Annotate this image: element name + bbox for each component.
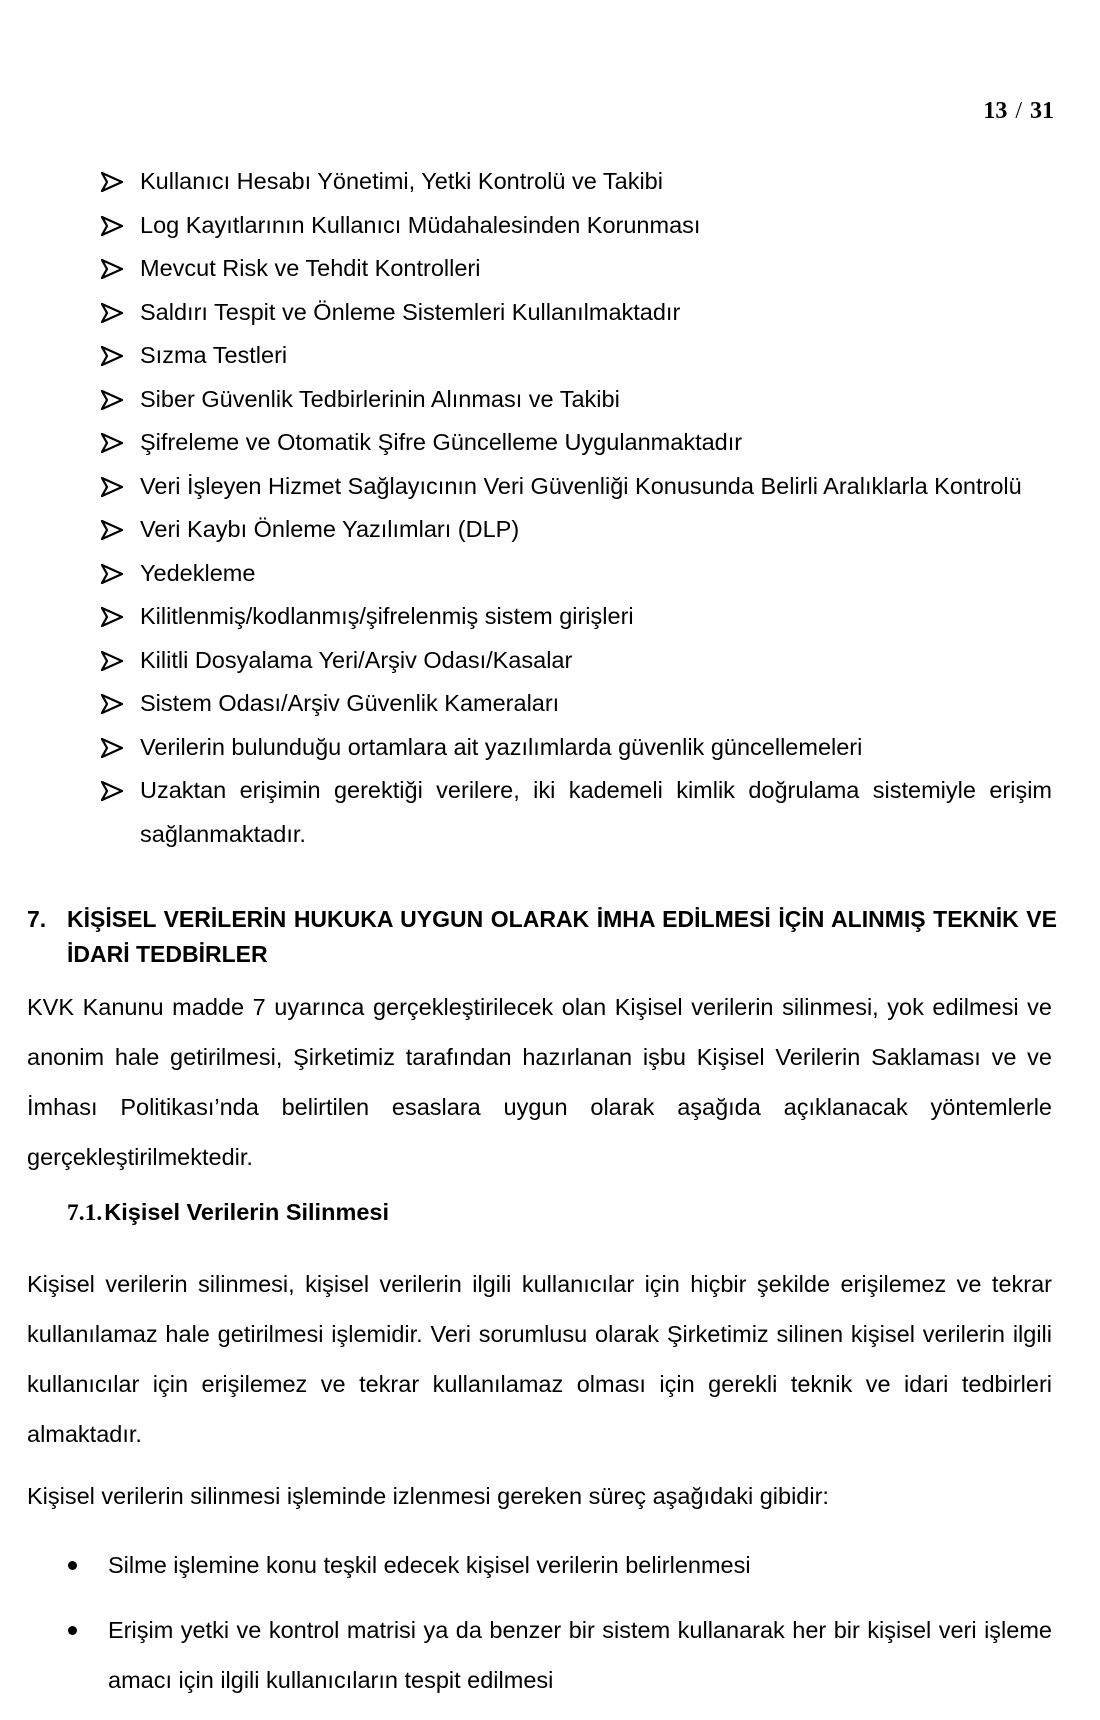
list-item-text: Log Kayıtlarının Kullanıcı Müdahalesinden Korunması — [140, 211, 701, 238]
list-item-text: Veri Kaybı Önleme Yazılımları (DLP) — [140, 516, 520, 542]
list-item — [0, 247, 1100, 291]
list-item-text: Yedekleme — [140, 559, 256, 586]
body-paragraph: Kişisel verilerin silinmesi, kişisel verilerin ilgili kullanıcılar için hiçbir şekilde erişilemez ve tekrar kullanılamaz hale getirilmesi işlemidir. Veri sorumlusu olarak Şirketimiz silinen kişisel verilerin ilgili kullanıcılar için erişilemez ve tekrar kullanılamaz olması için gerekli teknik ve idari tedbirleri almaktadır. — [27, 1271, 1052, 1447]
list-item — [0, 421, 1100, 465]
list-item — [0, 508, 1100, 552]
list-item-text: Uzaktan erişimin gerektiği verilere, iki kademeli kimlik doğrulama sistemiyle erişim sağlanmaktadır. — [140, 777, 1052, 847]
list-item — [0, 291, 1100, 335]
subsection-title: Kişisel Verilerin Silinmesi — [104, 1199, 390, 1225]
page-number-total: 31 — [1030, 98, 1054, 124]
section-title: KİŞİSEL VERİLERİN HUKUKA UYGUN OLARAK İMHA EDİLMESİ İÇİN ALINMIŞ TEKNİK VE İDARİ TEDBİRLER — [67, 906, 1057, 967]
list-item — [0, 334, 1100, 378]
arrow-bullet-icon — [101, 769, 123, 813]
arrow-bullet-icon — [101, 160, 123, 204]
list-item-text: Sızma Testleri — [140, 342, 288, 368]
subsection-heading — [67, 1199, 389, 1227]
arrow-bullet-icon — [101, 378, 123, 422]
list-item — [0, 552, 1100, 596]
arrow-bullet-icon — [101, 465, 123, 509]
arrow-bullet-icon — [101, 595, 123, 639]
list-item — [0, 639, 1100, 683]
list-item-text: Sistem Odası/Arşiv Güvenlik Kameraları — [140, 690, 560, 716]
list-item — [0, 726, 1100, 770]
arrow-bullet-icon — [101, 247, 123, 291]
arrow-bullet-icon — [101, 552, 123, 596]
list-item-text: Saldırı Tespit ve Önleme Sistemleri Kullanılmaktadır — [140, 298, 681, 325]
arrow-bullet-icon — [101, 291, 123, 335]
arrow-bullet-icon — [101, 726, 123, 770]
list-item — [0, 465, 1100, 509]
arrow-bullet-icon — [101, 334, 123, 378]
section-intro-paragraph: KVK Kanunu madde 7 uyarınca gerçekleştirilecek olan Kişisel verilerin silinmesi, yok edilmesi ve anonim hale getirilmesi, Şirketimiz tarafından hazırlanan işbu Kişisel Verilerin Saklaması ve ve İmhası Politikası’nda belirtilen esaslara uygun olarak aşağıda açıklanacak yöntemlerle gerçekleştirilmektedir. — [27, 994, 1052, 1170]
list-item-text: Erişim yetki ve kontrol matrisi ya da benzer bir sistem kullanarak her bir kişisel veri işleme amacı için ilgili kullanıcıların tespit edilmesi — [108, 1617, 1052, 1693]
list-item — [0, 595, 1100, 639]
list-item — [0, 1540, 1100, 1590]
list-item — [0, 204, 1100, 248]
list-item-text: Mevcut Risk ve Tehdit Kontrolleri — [140, 255, 481, 281]
page-number — [983, 98, 1054, 125]
page-number-separator: / — [1015, 98, 1022, 124]
arrow-bullet-icon — [101, 682, 123, 726]
arrow-bullet-icon — [101, 204, 123, 248]
body-paragraph: Kişisel verilerin silinmesi işleminde izlenmesi gereken süreç aşağıdaki gibidir: — [27, 1483, 829, 1509]
page-number-current: 13 — [983, 98, 1008, 124]
arrow-bullet-icon — [101, 421, 123, 465]
list-item-text: Silme işlemine konu teşkil edecek kişisel verilerin belirlenmesi — [108, 1552, 751, 1578]
section-number: 7. — [27, 906, 47, 932]
security-measures-list — [0, 160, 1100, 856]
list-item — [0, 769, 1100, 856]
bullet-dot-icon — [68, 1561, 77, 1570]
list-item-text: Kilitli Dosyalama Yeri/Arşiv Odası/Kasalar — [140, 646, 573, 673]
deletion-steps-list — [0, 1540, 1100, 1720]
list-item — [0, 160, 1100, 204]
list-item — [0, 378, 1100, 422]
arrow-bullet-icon — [101, 639, 123, 683]
list-item-text: Şifreleme ve Otomatik Şifre Güncelleme Uygulanmaktadır — [140, 429, 743, 455]
section-heading — [27, 902, 1057, 972]
list-item-text: Veri İşleyen Hizmet Sağlayıcının Veri Güvenliği Konusunda Belirli Aralıklarla Kontrolü — [140, 472, 1022, 499]
list-item-text: Verilerin bulunduğu ortamlara ait yazılımlarda güvenlik güncellemeleri — [140, 733, 863, 760]
list-item-text: Siber Güvenlik Tedbirlerinin Alınması ve Takibi — [140, 385, 620, 412]
arrow-bullet-icon — [101, 508, 123, 552]
list-item-text: Kullanıcı Hesabı Yönetimi, Yetki Kontrolü ve Takibi — [140, 168, 663, 194]
subsection-number: 7.1. — [67, 1200, 103, 1226]
list-item-text: Kilitlenmiş/kodlanmış/şifrelenmiş sistem girişleri — [140, 603, 634, 629]
list-item — [0, 682, 1100, 726]
bullet-dot-icon — [68, 1626, 77, 1635]
list-item — [0, 1605, 1100, 1705]
